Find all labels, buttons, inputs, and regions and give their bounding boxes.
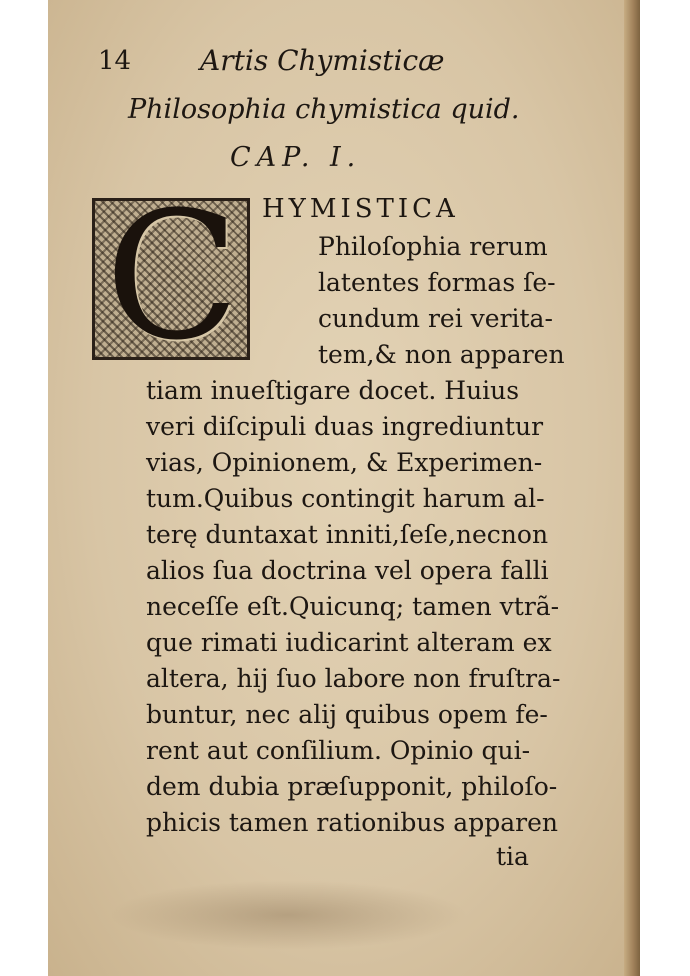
body-line: que rimati iudicarint alteram ex (146, 628, 552, 657)
initial-letter: C (105, 174, 240, 379)
body-line: tiam inueſtigare docet. Huius (146, 376, 520, 405)
body-line: tum.Quibus contingit harum al- (146, 484, 545, 513)
body-line: veri diſcipuli duas ingrediuntur (146, 412, 544, 441)
catchword: tia (496, 842, 529, 871)
body-line: HYMISTICA (262, 194, 459, 224)
running-title: Artis Chymisticæ (200, 44, 445, 77)
body-line: buntur, nec alij quibus opem fe- (146, 700, 548, 729)
body-line: phicis tamen rationibus apparen (146, 808, 558, 837)
page-edge (624, 0, 640, 976)
body-line: Philoſophia rerum (318, 232, 548, 261)
body-line: altera, hij ſuo labore non fruſtra- (146, 664, 561, 693)
body-line: tem,& non apparen (318, 340, 565, 369)
body-line: rent aut conſilium. Opinio qui- (146, 736, 531, 765)
page-header (98, 40, 538, 86)
chapter-heading: CAP. I. (230, 142, 362, 173)
section-title: Philosophia chymistica quid. (128, 94, 520, 125)
body-line: vias, Opinionem, & Experimen- (146, 448, 543, 477)
body-line: terę duntaxat inniti,ſeſe,necnon (146, 520, 549, 549)
body-line: dem dubia præſupponit, philoſo- (146, 772, 558, 801)
page-number: 14 (98, 46, 132, 76)
page-stain (108, 880, 468, 950)
body-line: cundum rei verita- (318, 304, 553, 333)
decorated-initial (92, 174, 250, 379)
body-line: neceſſe eſt.Quicunq; tamen vtrã- (146, 592, 560, 621)
body-line: alios ſua doctrina vel opera falli (146, 556, 549, 585)
body-line: latentes formas ſe- (318, 268, 556, 297)
